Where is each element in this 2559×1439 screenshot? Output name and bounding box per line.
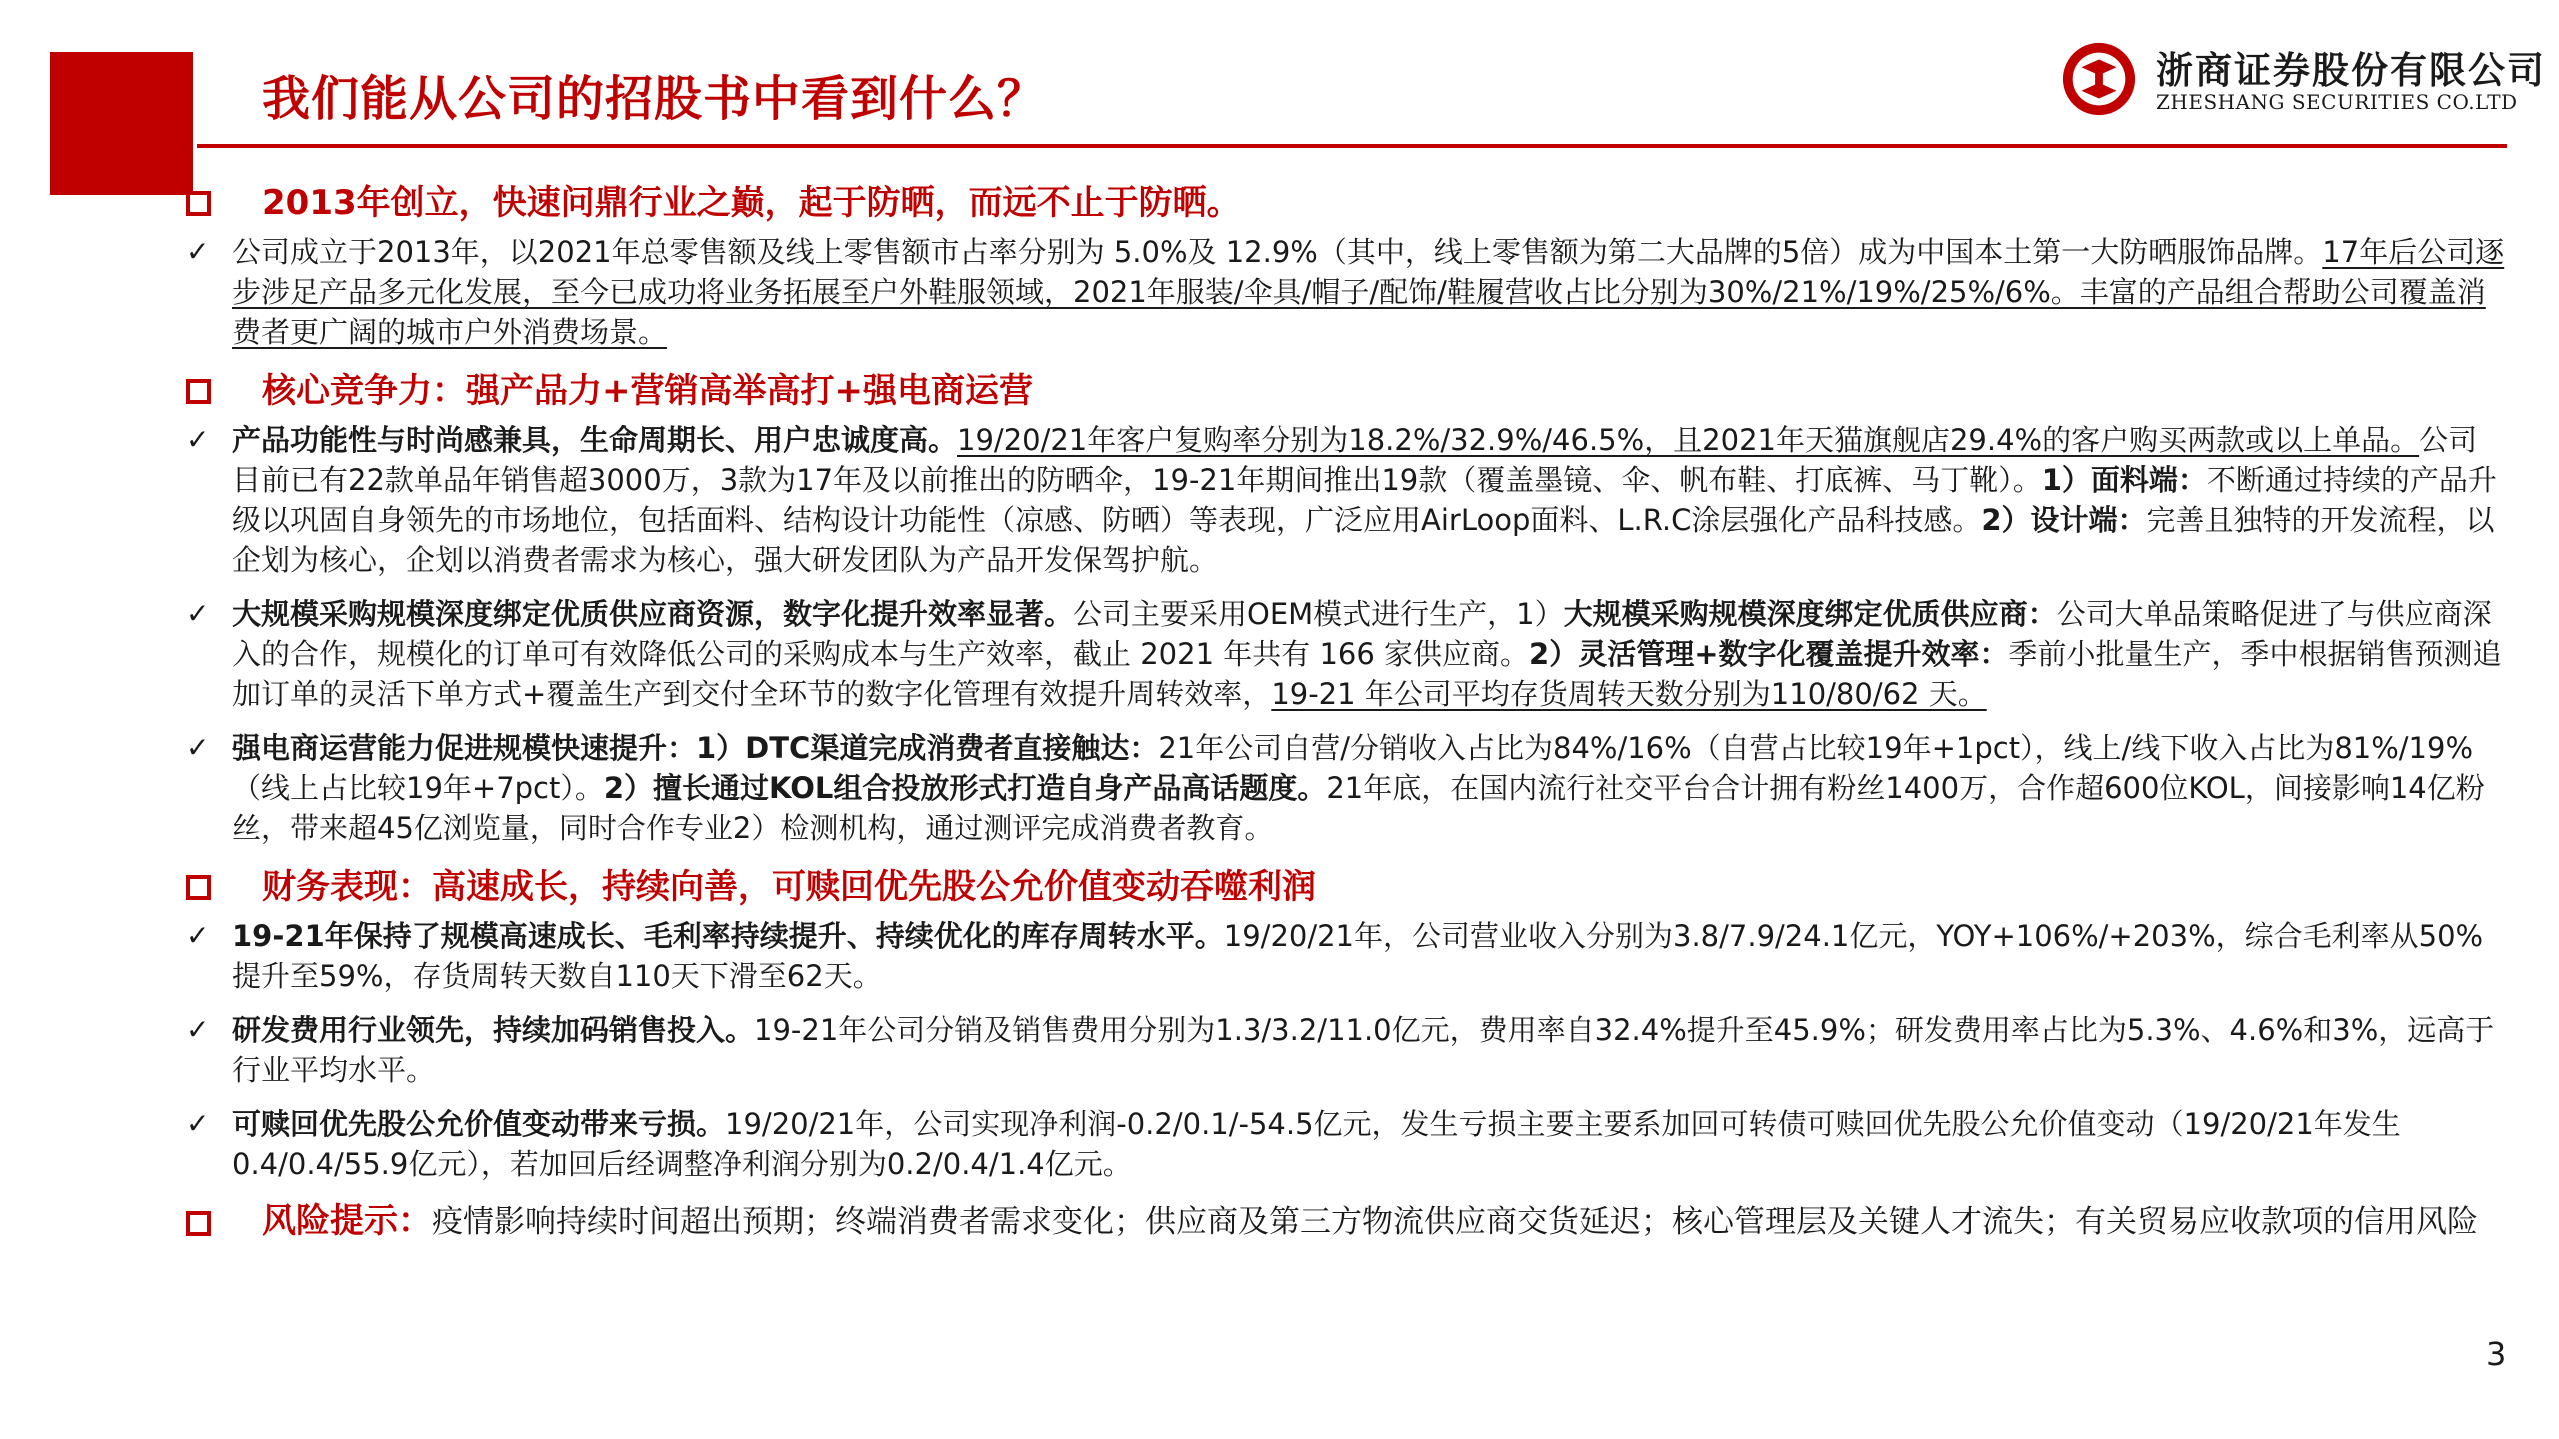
bullet-text: 19/20/21年客户复购率分别为18.2%/32.9%/46.5%，且2021年天猫旗舰店29.4%的客户购买两款或以上单品。 (957, 423, 2420, 457)
bullet-bold-text: 大规模采购规模深度绑定优质供应商资源，数字化提升效率显著。 (232, 597, 1074, 631)
section-heading-text: 财务表现：高速成长，持续向善，可赎回优先股公允价值变动吞噬利润 (262, 867, 1316, 907)
corner-accent-block (50, 52, 193, 195)
logo-english-name: ZHESHANG SECURITIES CO.LTD (2156, 90, 2518, 114)
bullet-bold-text: 强电商运营能力促进规模快速提升：1）DTC渠道完成消费者直接触达： (232, 731, 1159, 765)
bullet-text: 19/20/21年，公司营业收入分别为3.8/7.9/24.1亿元，YOY+106%/+203%，综合毛利率从50%提升至59%，存货周转天数自110天下滑至62天。 (232, 919, 2484, 993)
bullet-text: 公司成立于2013年，以2021年总零售额及线上零售额市占率分别为 5.0%及 12.9%（其中，线上零售额为第二大品牌的5倍）成为中国本土第一大防晒服饰品牌。 (232, 235, 2323, 269)
bullet-item (186, 1010, 2506, 1090)
bullet-bold-text: 可赎回优先股公允价值变动带来亏损。 (232, 1107, 726, 1141)
section-heading (186, 862, 2506, 912)
bullet-text: 公司大单品策略促进了与供应商深入的合作，规模化的订单可有效降低公司的采购成本与生产效率，截止 2021 年共有 166 家供应商。 (232, 597, 2492, 671)
square-bullet-icon (186, 379, 211, 404)
slide-content (186, 178, 2506, 1243)
bullet-bold-text: 19-21年保持了规模高速成长、毛利率持续提升、持续优化的库存周转水平。 (232, 919, 1224, 953)
risk-text: 疫情影响持续时间超出预期；终端消费者需求变化；供应商及第三方物流供应商交货延迟；核心管理层及关键人才流失；有关贸易应收款项的信用风险 (432, 1204, 2478, 1240)
bullet-bold-text: 研发费用行业领先，持续加码销售投入。 (232, 1013, 755, 1047)
checkmark-icon: ✓ (186, 235, 210, 268)
bullet-item (186, 594, 2506, 714)
bullet-text: 公司主要采用OEM模式进行生产，1） (1073, 597, 1564, 631)
checkmark-icon: ✓ (186, 597, 210, 630)
bullet-text: 季前小批量生产，季中根据销售预测追加订单的灵活下单方式+覆盖生产到交付全环节的数字化管理有效提升周转效率， (232, 637, 2502, 711)
bullet-text: 19-21 年公司平均存货周转天数分别为110/80/62 天。 (1271, 677, 1987, 711)
bullet-bold-text: 2）设计端： (1981, 503, 2147, 537)
page-title: 我们能从公司的招股书中看到什么？ (262, 71, 1047, 127)
section-heading (186, 178, 2506, 228)
checkmark-icon: ✓ (186, 1107, 210, 1140)
checkmark-icon: ✓ (186, 731, 210, 764)
square-bullet-icon (186, 875, 211, 900)
bullet-text: 21年底，在国内流行社交平台合计拥有粉丝1400万，合作超600位KOL，间接影响14亿粉丝，带来超45亿浏览量，同时合作专业2）检测机构，通过测评完成消费者教育。 (232, 771, 2485, 845)
title-divider (197, 144, 2507, 148)
bullet-bold-text: 2）擅长通过KOL组合投放形式打造自身产品高话题度。 (603, 771, 1327, 805)
logo-chinese-name: 浙商证券股份有限公司 (2156, 49, 2546, 92)
zheshang-logo-icon (2060, 40, 2138, 118)
risk-label: 风险提示： (262, 1201, 432, 1241)
bullet-item (186, 1104, 2506, 1184)
square-bullet-icon (186, 191, 211, 216)
bullet-text: 公司目前已有22款单品年销售超3000万，3款为17年及以前推出的防晒伞，19-21年期间推出19款（覆盖墨镜、伞、帆布鞋、打底裤、马丁靴）。 (232, 423, 2478, 497)
bullet-text: 19/20/21年，公司实现净利润-0.2/0.1/-54.5亿元，发生亏损主要主要系加回可转债可赎回优先股公允价值变动（19/20/21年发生0.4/0.4/55.9亿元），若加回后经调整净利润分别为0.2/0.4/1.4亿元。 (232, 1107, 2401, 1181)
bullet-item (186, 916, 2506, 996)
checkmark-icon: ✓ (186, 919, 210, 952)
bullet-text: 19-21年公司分销及销售费用分别为1.3/3.2/11.0亿元，费用率自32.4%提升至45.9%；研发费用率占比为5.3%、4.6%和3%，远高于行业平均水平。 (232, 1013, 2495, 1087)
bullet-text: 不断通过持续的产品升级以巩固自身领先的市场地位，包括面料、结构设计功能性（凉感、防晒）等表现，广泛应用AirLoop面料、L.R.C涂层强化产品科技感。 (232, 463, 2497, 537)
square-bullet-icon (186, 1211, 211, 1236)
section-heading-text: 2013年创立，快速问鼎行业之巅，起于防晒，而远不止于防晒。 (262, 183, 1241, 223)
bullet-item (186, 728, 2506, 848)
bullet-bold-text: 大规模采购规模深度绑定优质供应商： (1563, 597, 2057, 631)
checkmark-icon: ✓ (186, 1013, 210, 1046)
bullet-text: 完善且独特的开发流程，以企划为核心，企划以消费者需求为核心，强大研发团队为产品开发保驾护航。 (232, 503, 2495, 577)
company-logo (2060, 36, 2546, 116)
section-heading (186, 366, 2506, 416)
bullet-item (186, 420, 2506, 580)
bullet-item (186, 232, 2506, 352)
bullet-text: 21年公司自营/分销收入占比为84%/16%（自营占比较19年+1pct），线上/线下收入占比为81%/19%（线上占比较19年+7pct）。 (232, 731, 2474, 805)
risk-section (186, 1198, 2506, 1243)
bullet-bold-text: 1）面料端： (2041, 463, 2207, 497)
checkmark-icon: ✓ (186, 423, 210, 456)
bullet-text: 17年后公司逐步涉足产品多元化发展，至今已成功将业务拓展至户外鞋服领域，2021年服装/伞具/帽子/配饰/鞋履营收占比分别为30%/21%/19%/25%/6%。丰富的产品组合帮助公司覆盖消费者更广阔的城市户外消费场景。 (232, 235, 2505, 349)
page-number: 3 (2486, 1335, 2507, 1373)
bullet-bold-text: 产品功能性与时尚感兼具，生命周期长、用户忠诚度高。 (232, 423, 958, 457)
section-heading-text: 核心竞争力：强产品力+营销高举高打+强电商运营 (262, 371, 1033, 411)
bullet-bold-text: 2）灵活管理+数字化覆盖提升效率： (1529, 637, 2009, 671)
